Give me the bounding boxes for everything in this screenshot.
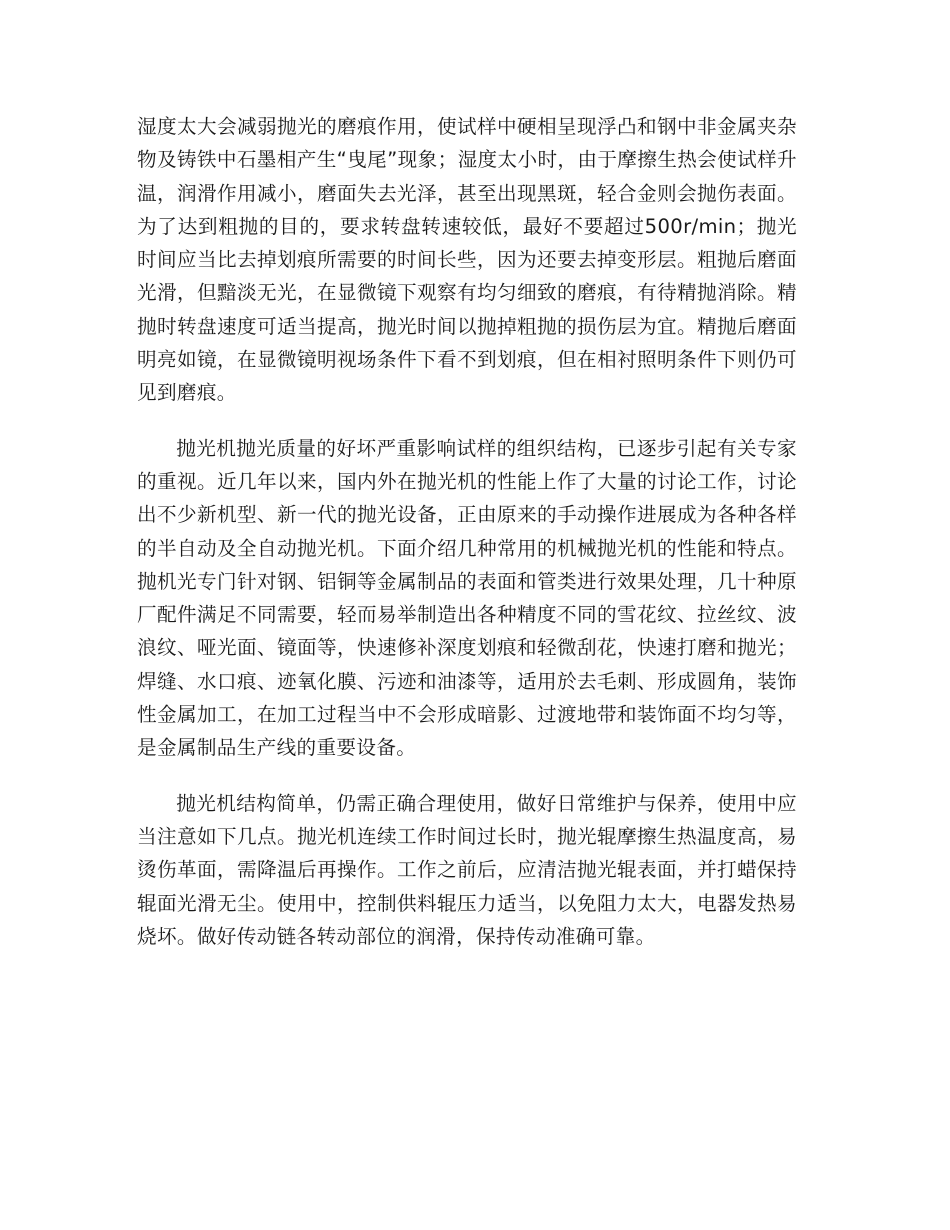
paragraph-maintenance-notes: 抛光机结构简单，仍需正确合理使用，做好日常维护与保养，使用中应当注意如下几点。抛光机连续工作时间过长时，抛光辊摩擦生热温度高，易烫伤革面，需降温后再操作。工作之前后，应清洁抛光辊表面，并打蜡保持辊面光滑无尘。使用中，控制供料辊压力适当，以免阻力太大，电器发热易烧坏。做好传动链各转动部位的润滑，保持传动准确可靠。 bbox=[137, 791, 797, 948]
paragraph-polishing-machine-quality: 抛光机抛光质量的好坏严重影响试样的组织结构，已逐步引起有关专家的重视。近几年以来，国内外在抛光机的性能上作了大量的讨论工作，讨论出不少新机型、新一代的抛光设备，正由原来的手动操作进展成为各种各样的半自动及全自动抛光机。下面介绍几种常用的机械抛光机的性能和特点。抛机光专门针对钢、铝铜等金属制品的表面和管类进行效果处理，几十种原厂配件满足不同需要，轻而易举制造出各种精度不同的雪花纹、拉丝纹、波浪纹、哑光面、镜面等，快速修补深度划痕和轻微刮花，快速打磨和抛光；焊缝、水口痕、迹氧化膜、污迹和油漆等，适用於去毛刺、形成圆角，装饰性金属加工，在加工过程当中不会形成暗影、过渡地带和装饰面不均匀等，是金属制品生产线的重要设备。 bbox=[137, 436, 797, 760]
document-body bbox=[137, 110, 797, 975]
paragraph-humidity-polishing: 湿度太大会减弱抛光的磨痕作用，使试样中硬相呈现浮凸和钢中非金属夹杂物及铸铁中石墨相产生“曳尾”现象；湿度太小时，由于摩擦生热会使试样升温，润滑作用减小，磨面失去光泽，甚至出现黑斑，轻合金则会抛伤表面。为了达到粗抛的目的，要求转盘转速较低，最好不要超过500r/min；抛光时间应当比去掉划痕所需要的时间长些，因为还要去掉变形层。粗抛后磨面光滑，但黯淡无光，在显微镜下观察有均匀细致的磨痕，有待精抛消除。精抛时转盘速度可适当提高，抛光时间以抛掉粗抛的损伤层为宜。精抛后磨面明亮如镜，在显微镜明视场条件下看不到划痕，但在相衬照明条件下则仍可见到磨痕。 bbox=[137, 115, 797, 405]
